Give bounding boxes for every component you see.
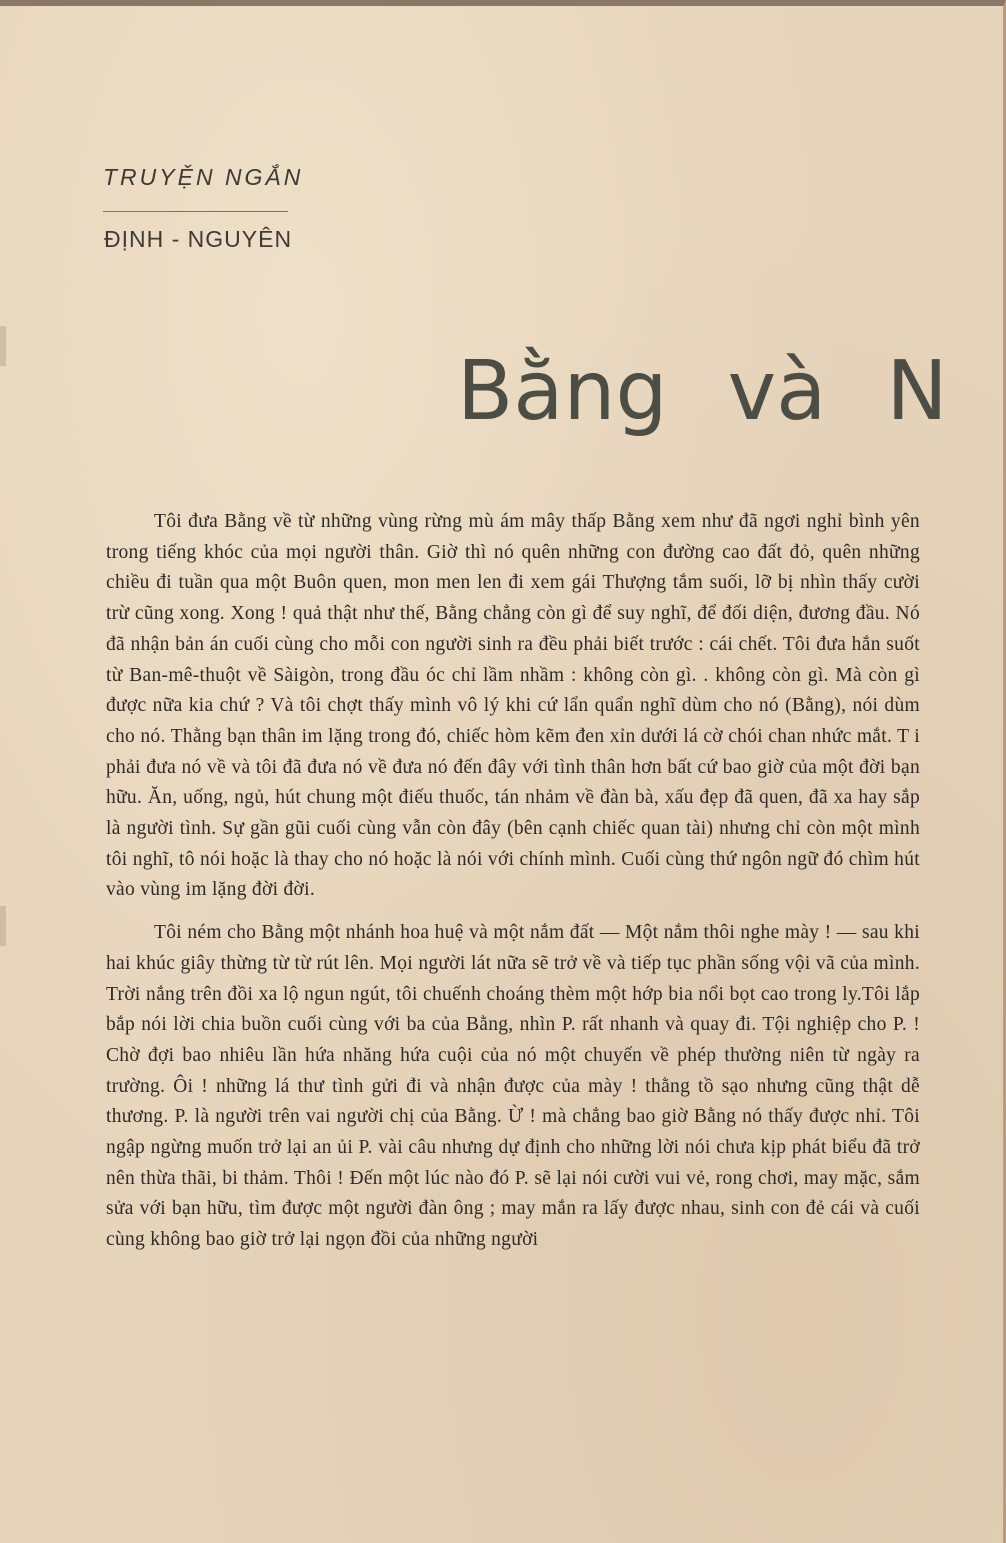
section-label: TRUYỆN NGẮN (103, 164, 304, 190)
page-edge-mark (0, 326, 6, 366)
story-title: Bằng và N (457, 344, 948, 439)
header-divider (103, 211, 288, 212)
author-name: ĐỊNH - NGUYÊN (104, 226, 293, 252)
page-edge-mark (0, 906, 6, 946)
body-paragraph: Tôi đưa Bằng về từ những vùng rừng mù ám mây thấp Bằng xem như đã ngơi nghỉ bình yên trong tiếng khóc của mọi người thân. Giờ thì nó quên những con đường cao đất đỏ, quên những chiều đi tuần qua một Buôn quen, mon men len đi xem gái Thượng tắm suối, lỡ bị nhìn thấy cười trừ cũng xong. Xong ! quả thật như thế, Bằng chẳng còn gì để suy nghĩ, để đối diện, đương đầu. Nó đã nhận bản án cuối cùng cho mỗi con người sinh ra đều phải biết trước : cái chết. Tôi đưa hắn suốt từ Ban-mê-thuột về Sàigòn, trong đầu óc chỉ lầm nhầm : không còn gì. . không còn gì. Mà còn gì được nữa kia chứ ? Và tôi chợt thấy mình vô lý khi cứ lẩn quẩn nghĩ dùm cho nó (Bằng), nói dùm cho nó. Thằng bạn thân im lặng trong đó, chiếc hòm kẽm đen xỉn dưới lá cờ chói chan nhức mắt. T i phải đưa nó về và tôi đã đưa nó về đưa nó đến đây với tình thân hơn bất cứ bao giờ của một đời bạn hữu. Ăn, uống, ngủ, hút chung một điếu thuốc, tán nhảm về đàn bà, xấu đẹp đã quen, đã xa hay sắp là người tình. Sự gần gũi cuối cùng vẫn còn đây (bên cạnh chiếc quan tài) nhưng chỉ còn một mình tôi nghĩ, tô nói hoặc là thay cho nó hoặc là nói với chính mình. Cuối cùng thứ ngôn ngữ đó chìm hút vào vùng im lặng đời đời. (106, 511, 920, 901)
body-paragraph: Tôi ném cho Bằng một nhánh hoa huệ và một nắm đất — Một nắm thôi nghe mày ! — sau khi hai khúc giây thừng từ từ rút lên. Mọi người lát nữa sẽ trở về và tiếp tục phần sống vội vã của mình. Trời nắng trên đồi xa lộ ngun ngút, tôi chuếnh choáng thèm một hớp bia nổi bọt cao trong ly.Tôi lắp bắp nói lời chia buồn cuối cùng với ba của Bằng, nhìn P. rất nhanh và quay đi. Tội nghiệp cho P. ! Chờ đợi bao nhiêu lần hứa nhăng hứa cuội của nó một chuyến về phép thường niên từ ngày ra trường. Ôi ! những lá thư tình gửi đi và nhận được của mày ! thằng tồ sạo nhưng cũng thật dễ thương. P. là người trên vai người chị của Bằng. Ừ ! mà chẳng bao giờ Bằng nó thấy được nhỉ. Tôi ngập ngừng muốn trở lại an ủi P. vài câu nhưng dự định cho những lời nói chưa kịp phát biểu đã trở nên thừa thãi, bi thảm. Thôi ! Đến một lúc nào đó P. sẽ lại nói cười vui vẻ, rong chơi, may mặc, sắm sửa với bạn hữu, tìm được một người đàn ông ; may mắn ra lấy được nhau, sinh con đẻ cái và cuối cùng không bao giờ trở lại ngọn đồi của những người (106, 922, 920, 1251)
story-body (106, 507, 920, 1256)
